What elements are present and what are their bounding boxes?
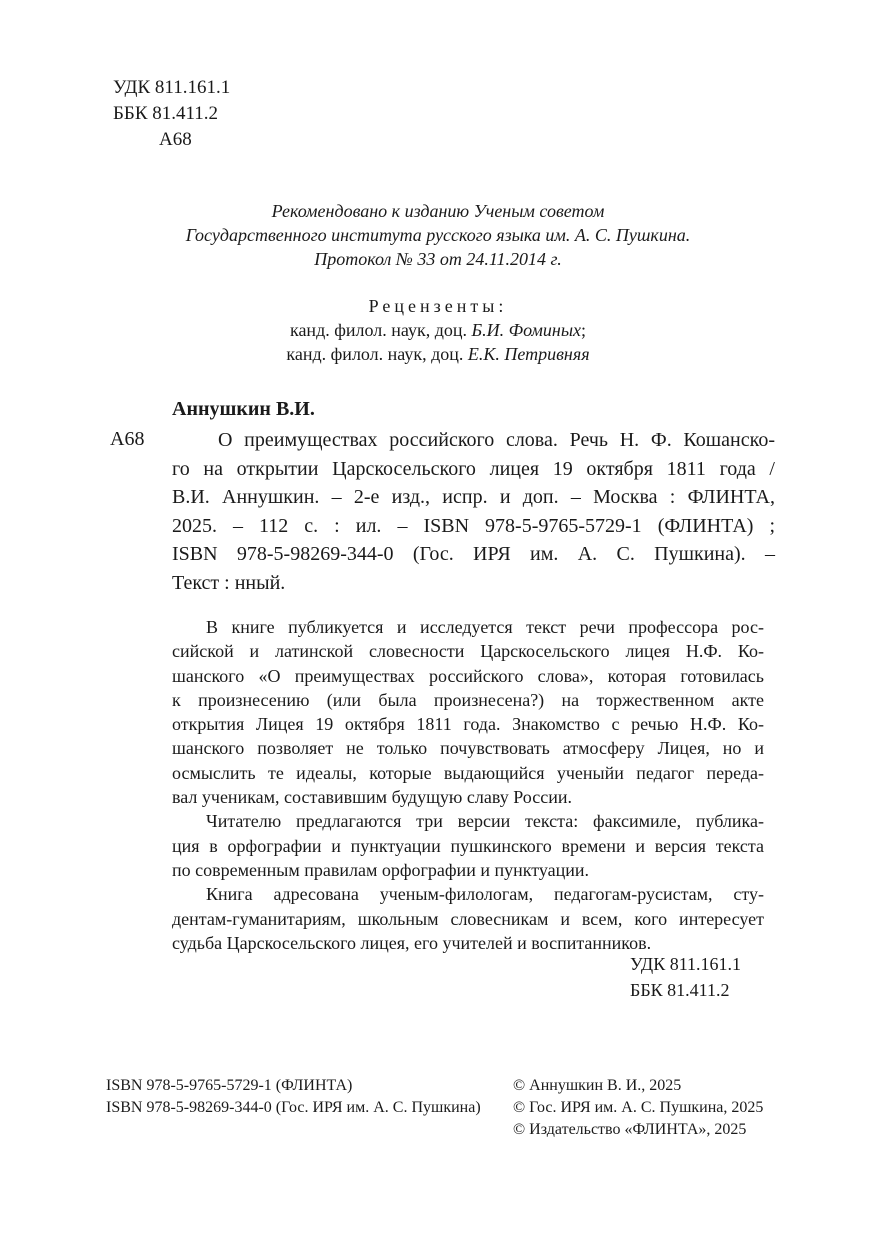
reviewer-title: канд. филол. наук, доц. <box>286 344 468 364</box>
reviewer-suffix: ; <box>581 320 587 340</box>
abstract-line: ция в орфографии и пунктуации пушкинского времени и версия текста <box>172 835 764 856</box>
abstract-udk: УДК 811.161.1 <box>630 954 742 974</box>
reviewer-line <box>0 318 876 342</box>
bib-line: го на открытии Царскосельского лицея 19 октября 1811 года / <box>172 457 775 480</box>
abstract-codes <box>630 951 741 1003</box>
abstract-line: судьба Царскосельского лицея, его учителей и воспитанников. <box>172 932 652 953</box>
abstract-line: сийской и латинской словесности Царскосельского лицея Н.Ф. Ко- <box>172 641 764 662</box>
bib-line: ISBN 978-5-98269-344-0 (Гос. ИРЯ им. А. С. Пушкина). – <box>172 543 775 565</box>
recommendation-line: Протокол № 33 от 24.11.2014 г. <box>314 249 562 269</box>
abstract-line: шанского «О преимуществах российского слова», которая готовилась <box>172 665 764 686</box>
bib-author: Аннушкин В.И. <box>172 398 315 420</box>
isbn-line: ISBN 978-5-9765-5729-1 (ФЛИНТА) <box>106 1077 353 1094</box>
copyright-line: © Аннушкин В. И., 2025 <box>513 1077 682 1094</box>
bib-line: 2025. – 112 с. : ил. – ISBN 978-5-9765-5729-1 (ФЛИНТА) ; <box>172 514 775 537</box>
bib-description <box>172 426 775 597</box>
bbk-code: ББК 81.411.2 <box>113 103 219 124</box>
bib-line: О преимуществах российского слова. Речь Н. Ф. Кошанско- <box>218 429 775 451</box>
abstract-line: Читателю предлагаются три версии текста: факсимиле, публика- <box>206 811 764 832</box>
bib-index: А68 <box>110 428 145 450</box>
abstract-line: к произнесению (или была произнесена?) на торжественном акте <box>172 689 764 710</box>
reviewer-name: Б.И. Фоминых <box>471 320 582 340</box>
reviewer-title: канд. филол. наук, доц. <box>289 320 472 340</box>
abstract-line: дентам-гуманитариям, школьным словесникам и всем, кого интересует <box>172 908 764 929</box>
bib-line: Текст : нный. <box>172 571 286 594</box>
abstract-line: Книга адресована ученым-филологам, педагогам-русистам, сту- <box>206 884 764 905</box>
abstract-line: по современным правилам орфографии и пунктуации. <box>172 859 590 880</box>
reviewers-heading: Рецензенты: <box>368 296 508 316</box>
copyright-line: © Издательство «ФЛИНТА», 2025 <box>513 1121 747 1138</box>
abstract-line: вал ученикам, составившим будущую славу России. <box>172 787 572 808</box>
abstract-line: осмыслить те идеалы, которые выдающийся ученыйи педагог переда- <box>172 762 764 783</box>
abstract-line: В книге публикуется и исследуется текст речи профессора рос- <box>206 617 764 637</box>
author-mark: А68 <box>159 129 192 150</box>
reviewer-name: Е.К. Петривняя <box>467 344 590 364</box>
abstract-line: шанского позволяет не только почувствовать атмосферу Лицея, но и <box>172 738 764 759</box>
abstract-line: открытия Лицея 19 октября 1811 года. Знакомство с речью Н.Ф. Ко- <box>172 714 764 735</box>
isbn-line: ISBN 978-5-98269-344-0 (Гос. ИРЯ им. А. С. Пушкина) <box>106 1099 481 1116</box>
recommendation-line: Государственного института русского языка им. А. С. Пушкина. <box>185 225 691 245</box>
abstract <box>172 615 764 955</box>
recommendation-line: Рекомендовано к изданию Ученым советом <box>271 201 605 221</box>
copyright-line: © Гос. ИРЯ им. А. С. Пушкина, 2025 <box>513 1099 764 1116</box>
bib-line: В.И. Аннушкин. – 2-е изд., испр. и доп. – Москва : ФЛИНТА, <box>172 486 775 508</box>
abstract-bbk: ББК 81.411.2 <box>630 980 730 1000</box>
udk-code: УДК 811.161.1 <box>113 77 231 98</box>
reviewer-line <box>0 342 876 366</box>
